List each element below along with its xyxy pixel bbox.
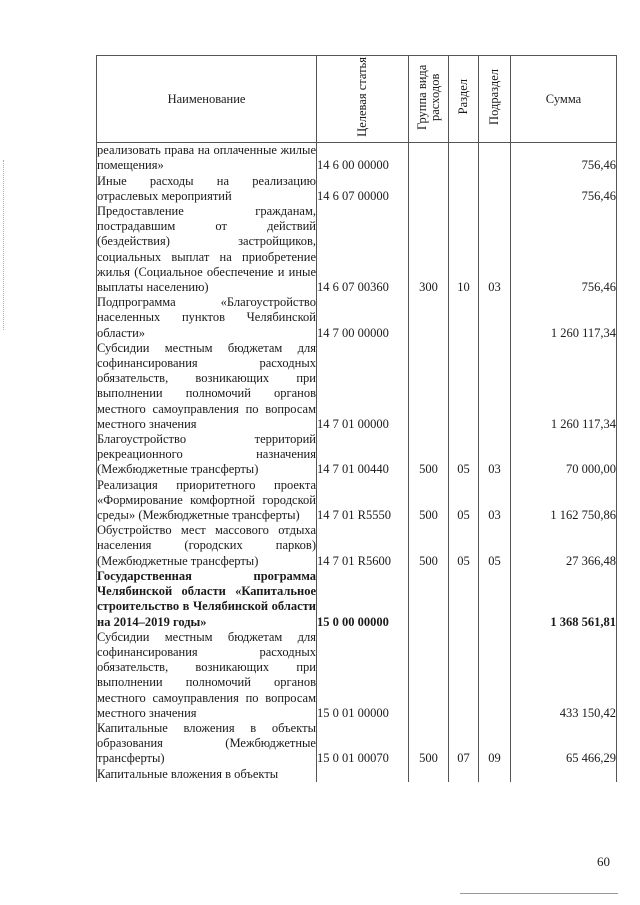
row-sum: 756,46 — [511, 204, 617, 295]
row-name: Государственная программа Челябинской области «Капитальное строительство в Челябинской области на 2014–2019 годы» — [97, 568, 316, 629]
row-group — [409, 569, 449, 630]
page-number: 60 — [597, 854, 610, 869]
row-subsection — [479, 174, 511, 204]
row-target-code: 15 0 01 00000 — [317, 630, 409, 721]
row-name: Субсидии местным бюджетам для софинансирования расходных обязательств, возникающих при выполнении полномочий органов местного самоуправления по вопросам местного значения — [97, 629, 316, 720]
table-row — [97, 143, 617, 174]
footer-divider — [460, 893, 618, 894]
row-section — [449, 143, 479, 174]
row-sum: 756,46 — [511, 143, 617, 174]
table-row — [97, 630, 617, 721]
row-sum: 70 000,00 — [511, 432, 617, 478]
binding-margin-mark — [3, 160, 5, 330]
row-subsection — [479, 295, 511, 341]
row-subsection — [479, 767, 511, 782]
table-row — [97, 174, 617, 204]
row-group — [409, 767, 449, 782]
row-section — [449, 174, 479, 204]
row-group: 500 — [409, 478, 449, 524]
row-sum: 1 260 117,34 — [511, 295, 617, 341]
row-group: 500 — [409, 523, 449, 569]
header-name: Наименование — [97, 56, 317, 143]
row-section: 10 — [449, 204, 479, 295]
table-body — [97, 143, 617, 782]
row-target-code: 14 7 00 00000 — [317, 295, 409, 341]
row-subsection — [479, 341, 511, 432]
row-section — [449, 569, 479, 630]
row-group — [409, 143, 449, 174]
table-header-row — [97, 56, 617, 143]
row-subsection: 03 — [479, 432, 511, 478]
row-subsection: 09 — [479, 721, 511, 767]
row-name: Субсидии местным бюджетам для софинансирования расходных обязательств, возникающих при выполнении полномочий органов местного самоуправления по вопросам местного значения — [97, 340, 316, 431]
table-row — [97, 478, 617, 524]
row-section — [449, 767, 479, 782]
row-name: реализовать права на оплаченные жилые помещения» — [97, 143, 316, 173]
table-row — [97, 295, 617, 341]
row-group — [409, 295, 449, 341]
row-name: Подпрограмма «Благоустройство населенных пунктов Челябинской области» — [97, 295, 316, 340]
row-target-code — [317, 767, 409, 782]
table-row — [97, 204, 617, 295]
budget-table — [96, 55, 617, 782]
row-name: Капитальные вложения в объекты — [97, 767, 317, 782]
row-group: 500 — [409, 721, 449, 767]
header-group: Группа вида расходов — [409, 56, 449, 143]
row-target-code: 15 0 01 00070 — [317, 721, 409, 767]
row-subsection — [479, 630, 511, 721]
row-group: 500 — [409, 432, 449, 478]
row-target-code: 14 7 01 R5550 — [317, 478, 409, 524]
row-sum: 1 260 117,34 — [511, 341, 617, 432]
row-section: 07 — [449, 721, 479, 767]
row-subsection: 03 — [479, 478, 511, 524]
row-section: 05 — [449, 523, 479, 569]
row-target-code: 14 7 01 00000 — [317, 341, 409, 432]
row-sum: 433 150,42 — [511, 630, 617, 721]
row-subsection — [479, 143, 511, 174]
row-sum — [511, 767, 617, 782]
row-name: Реализация приоритетного проекта «Формирование комфортной городской среды» (Межбюджетные трансферты) — [97, 477, 316, 523]
row-name: Обустройство мест массового отдыха населения (городских парков) (Межбюджетные трансферты) — [97, 523, 316, 568]
table-row — [97, 569, 617, 630]
header-sum: Сумма — [511, 56, 617, 143]
table-row — [97, 523, 617, 569]
row-section — [449, 630, 479, 721]
header-subsection: Подраздел — [479, 56, 511, 143]
row-sum: 27 366,48 — [511, 523, 617, 569]
row-target-code: 15 0 00 00000 — [317, 569, 409, 630]
table-row — [97, 341, 617, 432]
row-section: 05 — [449, 432, 479, 478]
row-target-code: 14 6 07 00000 — [317, 174, 409, 204]
row-group — [409, 341, 449, 432]
row-target-code: 14 7 01 00440 — [317, 432, 409, 478]
table-row — [97, 767, 617, 782]
row-section — [449, 341, 479, 432]
header-target: Целевая статья — [317, 56, 409, 143]
row-group — [409, 174, 449, 204]
row-target-code: 14 6 00 00000 — [317, 143, 409, 174]
header-section: Раздел — [449, 56, 479, 143]
row-section: 05 — [449, 478, 479, 524]
row-subsection: 05 — [479, 523, 511, 569]
row-subsection: 03 — [479, 204, 511, 295]
row-name: Благоустройство территорий рекреационного назначения (Межбюджетные трансферты) — [97, 432, 316, 477]
row-target-code: 14 7 01 R5600 — [317, 523, 409, 569]
row-target-code: 14 6 07 00360 — [317, 204, 409, 295]
row-sum: 756,46 — [511, 174, 617, 204]
row-group — [409, 630, 449, 721]
table-row — [97, 721, 617, 767]
table-row — [97, 432, 617, 478]
row-sum: 1 162 750,86 — [511, 478, 617, 524]
row-sum: 65 466,29 — [511, 721, 617, 767]
row-subsection — [479, 569, 511, 630]
row-name: Предоставление гражданам, пострадавшим от действий (бездействия) застройщиков, социальных выплат на приобретение жилья (Социальное обеспечение и иные выплаты населению) — [97, 204, 316, 295]
row-name: Капитальные вложения в объекты образования (Межбюджетные трансферты) — [97, 720, 316, 766]
row-group: 300 — [409, 204, 449, 295]
row-sum: 1 368 561,81 — [511, 569, 617, 630]
row-name: Иные расходы на реализацию отраслевых мероприятий — [97, 173, 316, 203]
row-section — [449, 295, 479, 341]
